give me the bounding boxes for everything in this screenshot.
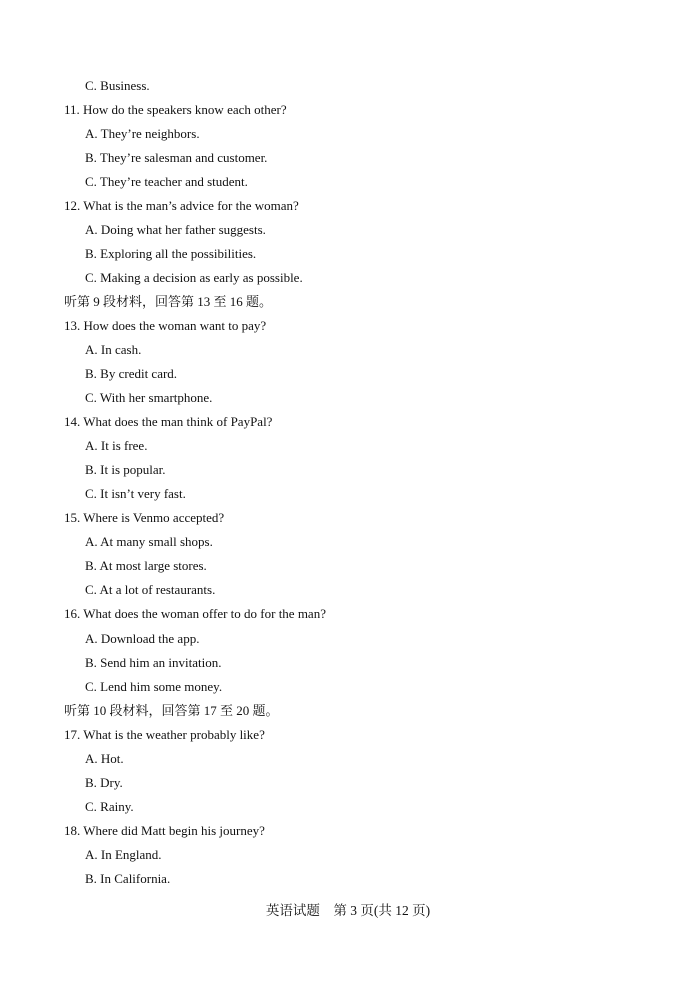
question-12: 12. What is the man’s advice for the woman? <box>64 198 299 213</box>
option-a-q14: A. It is free. <box>85 438 148 453</box>
option-a-q13: A. In cash. <box>85 342 142 357</box>
option-b-q14: B. It is popular. <box>85 462 166 477</box>
option-b-q15: B. At most large stores. <box>85 558 207 573</box>
question-15: 15. Where is Venmo accepted? <box>64 510 225 525</box>
option-a-q16: A. Download the app. <box>85 631 200 646</box>
option-b-q11: B. They’re salesman and customer. <box>85 150 268 165</box>
question-18: 18. Where did Matt begin his journey? <box>64 823 265 838</box>
option-c-q13: C. With her smartphone. <box>85 390 213 405</box>
option-c-q17: C. Rainy. <box>85 799 134 814</box>
option-c-q10: C. Business. <box>85 78 150 93</box>
option-c-q14: C. It isn’t very fast. <box>85 486 186 501</box>
question-17: 17. What is the weather probably like? <box>64 727 265 742</box>
option-c-q12: C. Making a decision as early as possible. <box>85 270 303 285</box>
option-b-q18: B. In California. <box>85 871 171 886</box>
option-a-q12: A. Doing what her father suggests. <box>85 222 266 237</box>
option-b-q13: B. By credit card. <box>85 366 178 381</box>
option-a-q18: A. In England. <box>85 847 162 862</box>
option-b-q12: B. Exploring all the possibilities. <box>85 246 257 261</box>
option-a-q17: A. Hot. <box>85 751 124 766</box>
option-c-q11: C. They’re teacher and student. <box>85 174 248 189</box>
question-14: 14. What does the man think of PayPal? <box>64 414 273 429</box>
question-16: 16. What does the woman offer to do for the man? <box>64 606 326 621</box>
option-b-q16: B. Send him an invitation. <box>85 655 222 670</box>
option-c-q16: C. Lend him some money. <box>85 679 223 694</box>
option-b-q17: B. Dry. <box>85 775 123 790</box>
option-c-q15: C. At a lot of restaurants. <box>85 582 216 597</box>
section-instruction-10: 听第 10 段材料，回答第 17 至 20 题。 <box>64 703 279 718</box>
question-11: 11. How do the speakers know each other? <box>64 102 287 117</box>
option-a-q11: A. They’re neighbors. <box>85 126 200 141</box>
section-instruction-9: 听第 9 段材料，回答第 13 至 16 题。 <box>64 294 273 309</box>
option-a-q15: A. At many small shops. <box>85 534 213 549</box>
question-13: 13. How does the woman want to pay? <box>64 318 267 333</box>
page-footer: 英语试题 第 3 页(共 12 页) <box>265 903 431 918</box>
